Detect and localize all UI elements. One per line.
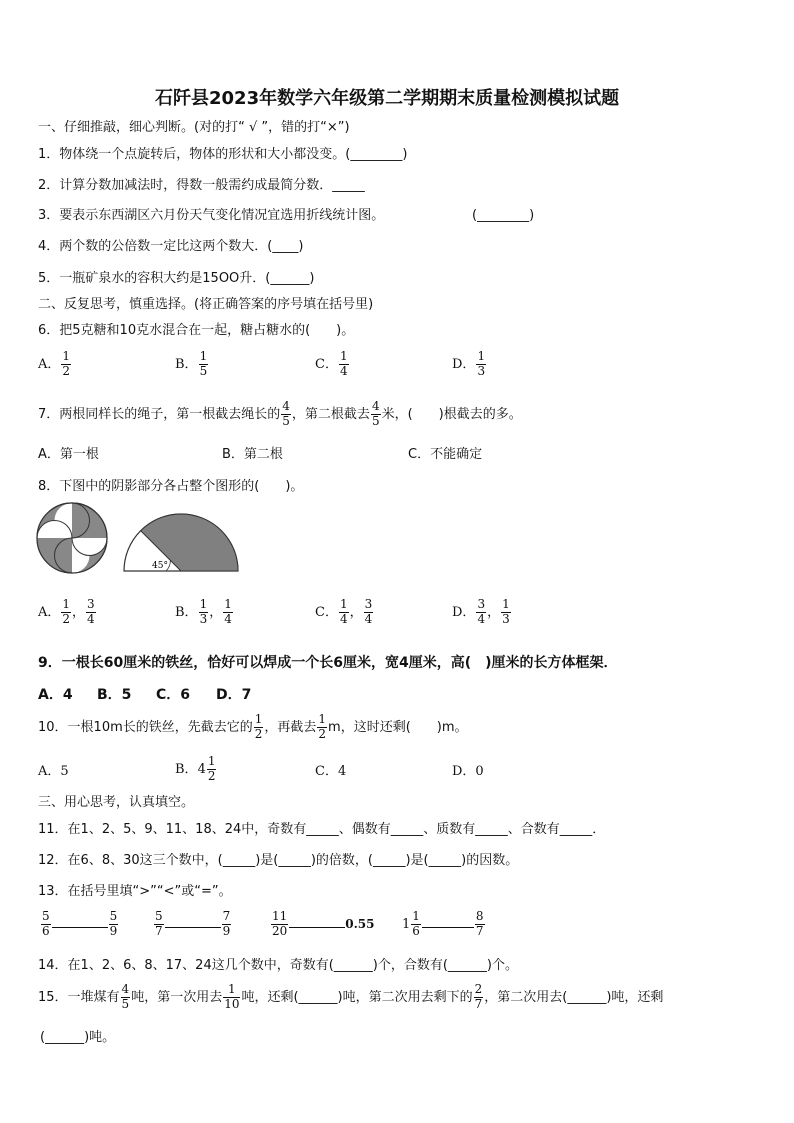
section-1-heading: 一、仔细推敲，细心判断。(对的打“ √ ”，错的打“×”) bbox=[38, 120, 350, 135]
q13-compare-2: $\frac{5}{7}$ $\frac{7}{9}$ bbox=[155, 909, 231, 938]
q10-option-b: B． 4 $\frac{1}{2}$ bbox=[175, 754, 216, 783]
question-3-blank: (________) bbox=[472, 208, 535, 223]
question-1: 1．物体绕一个点旋转后，物体的形状和大小都没变。(________) bbox=[38, 147, 408, 162]
question-11: 11．在1、2、5、9、11、18、24中，奇数有_____、偶数有_____、质数有_____、合数有_____． bbox=[38, 822, 606, 837]
q10-option-d: D．0 bbox=[452, 764, 484, 779]
q7-option-c: C．不能确定 bbox=[408, 447, 483, 462]
q9-option-c: C．6 bbox=[156, 687, 191, 703]
question-7: 7．两根同样长的绳子，第一根截去绳长的 $\frac{4}{5}$ ，第二根截去 $\frac{4}{5}$ 米，( )根截去的多。 bbox=[38, 399, 522, 428]
question-6: 6．把5克糖和10克水混合在一起，糖占糖水的( )。 bbox=[38, 323, 355, 338]
question-8: 8．下图中的阴影部分各占整个图形的( )。 bbox=[38, 479, 304, 494]
q8-option-d: D． $\frac{3}{4}$ ， $\frac{1}{3}$ bbox=[452, 597, 510, 626]
q13-compare-1: $\frac{5}{6}$ $\frac{5}{9}$ bbox=[42, 909, 118, 938]
yin-yang-circle-figure bbox=[37, 503, 107, 573]
q6-option-a: A． $\frac{1}{2}$ bbox=[38, 349, 71, 378]
q8-option-a: A． $\frac{1}{2}$ ， $\frac{3}{4}$ bbox=[38, 597, 95, 626]
page-title: 石阡县2023年数学六年级第二学期期末质量检测模拟试题 bbox=[155, 88, 620, 109]
question-2: 2．计算分数加减法时，得数一般需约成最简分数．_____ bbox=[38, 178, 365, 193]
question-10: 10．一根10m长的铁丝，先截去它的 $\frac{1}{2}$ ，再截去 $\frac{1}{2}$ m，这时还剩( )m。 bbox=[38, 712, 468, 741]
question-12: 12．在6、8、30这三个数中，(_____)是(_____)的倍数，(_____)是(_____)的因数。 bbox=[38, 853, 519, 868]
q10-option-a: A．5 bbox=[38, 764, 69, 779]
section-3-heading: 三、用心思考，认真填空。 bbox=[38, 795, 195, 810]
q9-option-a: A．4 bbox=[38, 687, 73, 703]
q9-option-d: D．7 bbox=[216, 687, 252, 703]
q6-option-d: D． $\frac{1}{3}$ bbox=[452, 349, 486, 378]
question-14: 14．在1、2、6、8、17、24这几个数中，奇数有(______)个，合数有(______)个。 bbox=[38, 958, 518, 973]
section-2-heading: 二、反复思考，慎重选择。(将正确答案的序号填在括号里) bbox=[38, 297, 374, 312]
question-15-continued: (______)吨。 bbox=[40, 1030, 116, 1045]
question-13: 13．在括号里填“>”“<”或“=”。 bbox=[38, 884, 232, 899]
q7-option-b: B．第二根 bbox=[222, 447, 283, 462]
question-4: 4．两个数的公倍数一定比这两个数大．(____) bbox=[38, 239, 304, 254]
question-3: 3．要表示东西湖区六月份天气变化情况宜选用折线统计图。 bbox=[38, 208, 385, 223]
q8-option-b: B． $\frac{1}{3}$ ， $\frac{1}{4}$ bbox=[175, 597, 232, 626]
q6-option-c: C． $\frac{1}{4}$ bbox=[315, 349, 348, 378]
question-5: 5．一瓶矿泉水的容积大约是15OO升．(______) bbox=[38, 271, 315, 286]
semicircle-sector-figure bbox=[124, 514, 238, 571]
q13-compare-4: 1 $\frac{1}{6}$ $\frac{8}{7}$ bbox=[402, 909, 484, 938]
q10-option-c: C．4 bbox=[315, 764, 347, 779]
q13-compare-3: $\frac{11}{20}$ 0.55 bbox=[272, 909, 375, 938]
q6-option-b: B． $\frac{1}{5}$ bbox=[175, 349, 208, 378]
question-9: 9．一根长60厘米的铁丝，恰好可以焊成一个长6厘米，宽4厘米，高( )厘米的长方体框架． bbox=[38, 655, 618, 671]
question-15: 15．一堆煤有 $\frac{4}{5}$ 吨，第一次用去 $\frac{1}{10}$ 吨，还剩(______)吨，第二次用去剩下的 $\frac{2}{7}$ ，第二次用去(______)吨，还剩 bbox=[38, 982, 664, 1011]
q8-figures bbox=[36, 500, 246, 575]
q7-option-a: A．第一根 bbox=[38, 447, 99, 462]
q8-angle-label: 45° bbox=[152, 561, 168, 571]
q8-option-c: C． $\frac{1}{4}$ ， $\frac{3}{4}$ bbox=[315, 597, 373, 626]
q9-option-b: B．5 bbox=[97, 687, 132, 703]
